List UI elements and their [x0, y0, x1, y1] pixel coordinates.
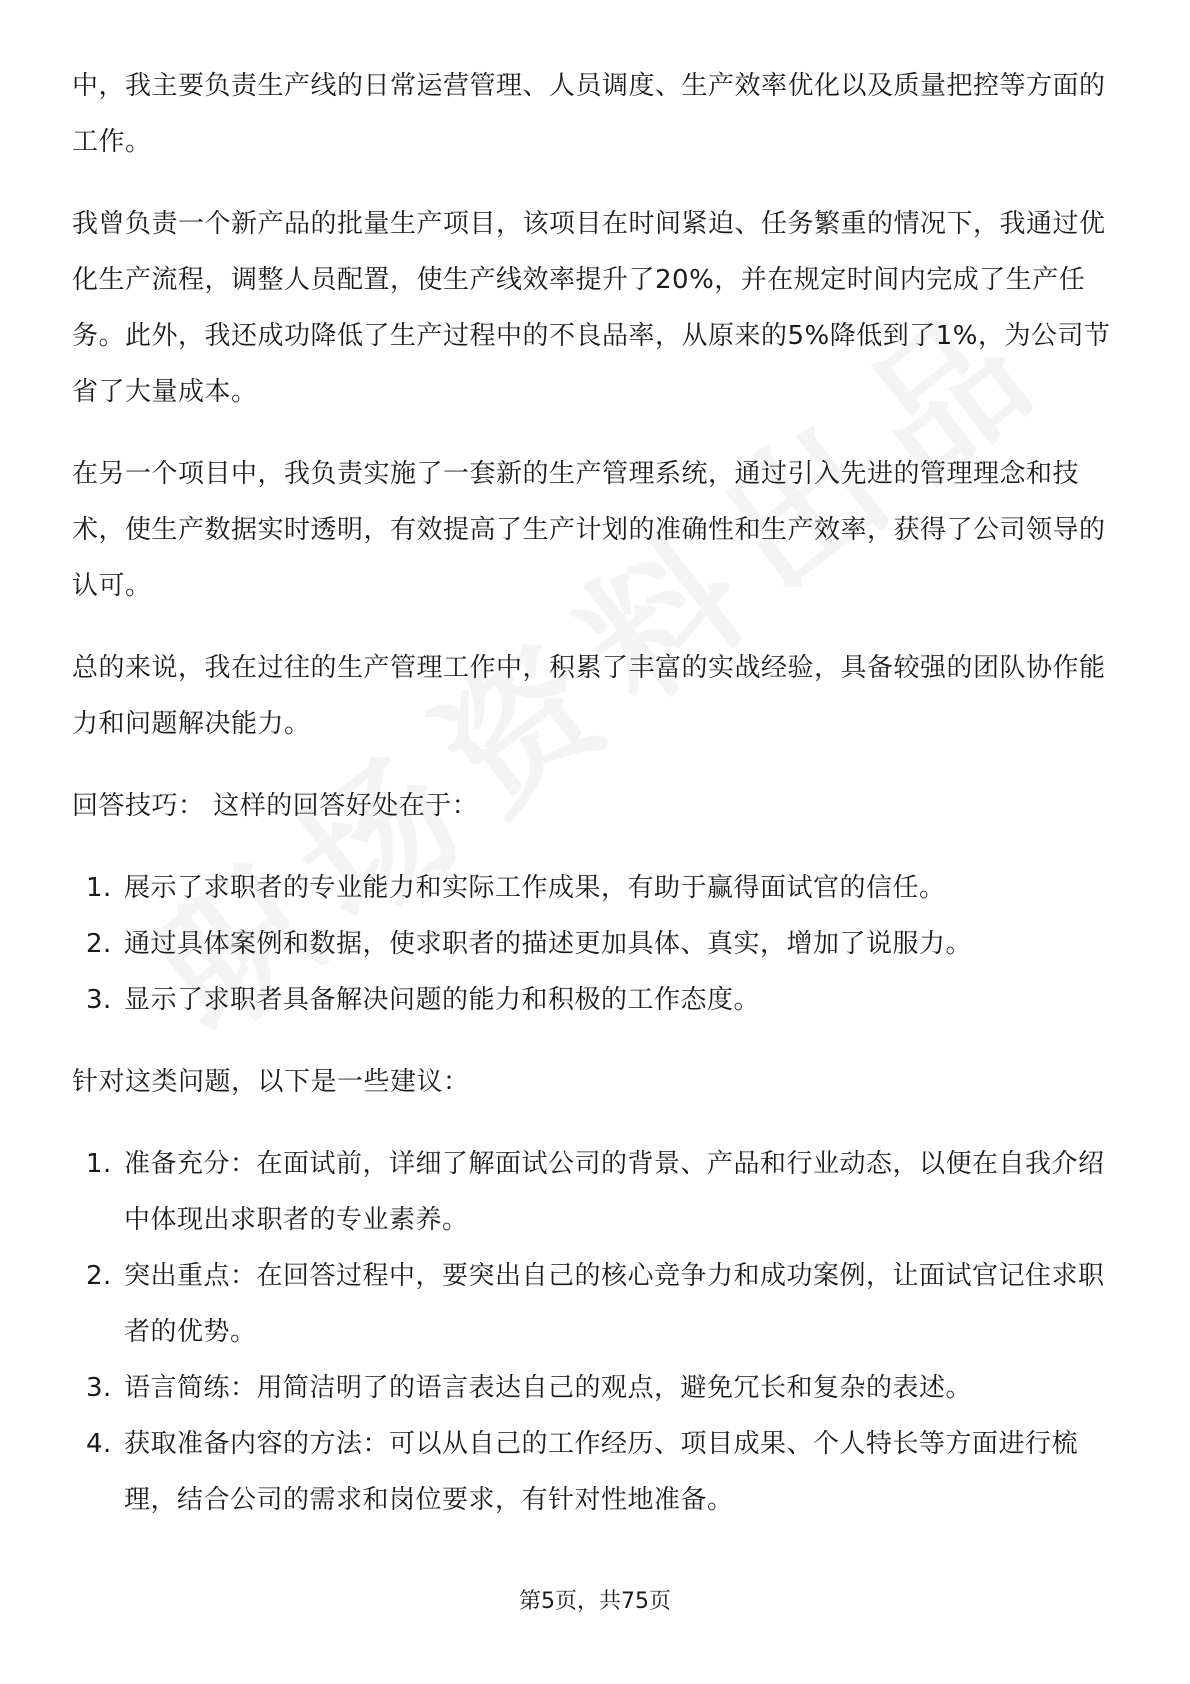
- list-item-text: 准备充分：在面试前，详细了解面试公司的背景、产品和行业动态，以便在自我介绍中体现出求职者的专业素养。: [124, 1149, 1105, 1235]
- list-item-text: 获取准备内容的方法：可以从自己的工作经历、项目成果、个人特长等方面进行梳理，结合公司的需求和岗位要求，有针对性地准备。: [124, 1429, 1079, 1515]
- list-item-number: 3.: [86, 985, 112, 1015]
- advice-heading: 针对这类问题，以下是一些建议：: [72, 1067, 470, 1097]
- list-item-number: 3.: [86, 1373, 112, 1403]
- list-item: [72, 860, 1120, 916]
- list-item-number: 1.: [86, 1149, 112, 1179]
- list-item-number: 2.: [86, 929, 112, 959]
- page-number-footer: 第5页，共75页: [519, 1589, 671, 1614]
- paragraph-project-two: 在另一个项目中，我负责实施了一套新的生产管理系统，通过引入先进的管理理念和技术，使生产数据实时透明，有效提高了生产计划的准确性和生产效率，获得了公司领导的认可。: [72, 459, 1106, 601]
- tips-list: [72, 860, 1120, 1028]
- paragraph-responsibilities: 中，我主要负责生产线的日常运营管理、人员调度、生产效率优化以及质量把控等方面的工作。: [72, 71, 1106, 157]
- list-item-number: 1.: [86, 873, 112, 903]
- list-item-text: 语言简练：用简洁明了的语言表达自己的观点，避免冗长和复杂的表述。: [124, 1373, 973, 1403]
- list-item: [72, 1136, 1120, 1248]
- list-item-text: 通过具体案例和数据，使求职者的描述更加具体、真实，增加了说服力。: [124, 929, 973, 959]
- advice-list: [72, 1136, 1120, 1528]
- paragraph-summary: 总的来说，我在过往的生产管理工作中，积累了丰富的实战经验，具备较强的团队协作能力和问题解决能力。: [72, 653, 1106, 739]
- tips-heading: 回答技巧： 这样的回答好处在于：: [72, 791, 479, 821]
- list-item: [72, 916, 1120, 972]
- list-item-text: 突出重点：在回答过程中，要突出自己的核心竞争力和成功案例，让面试官记住求职者的优势。: [124, 1261, 1105, 1347]
- list-item-number: 2.: [86, 1261, 112, 1291]
- page-content: [72, 58, 1120, 1554]
- list-item: [72, 1248, 1120, 1360]
- list-item: [72, 1416, 1120, 1528]
- list-item: [72, 972, 1120, 1028]
- list-item-number: 4.: [86, 1429, 112, 1459]
- list-item: [72, 1360, 1120, 1416]
- paragraph-project-one: 我曾负责一个新产品的批量生产项目，该项目在时间紧迫、任务繁重的情况下，我通过优化生产流程，调整人员配置，使生产线效率提升了20%，并在规定时间内完成了生产任务。此外，我还成功降低了生产过程中的不良品率，从原来的5%降低到了1%，为公司节省了大量成本。: [72, 209, 1111, 407]
- list-item-text: 展示了求职者的专业能力和实际工作成果，有助于赢得面试官的信任。: [124, 873, 946, 903]
- list-item-text: 显示了求职者具备解决问题的能力和积极的工作态度。: [124, 985, 761, 1015]
